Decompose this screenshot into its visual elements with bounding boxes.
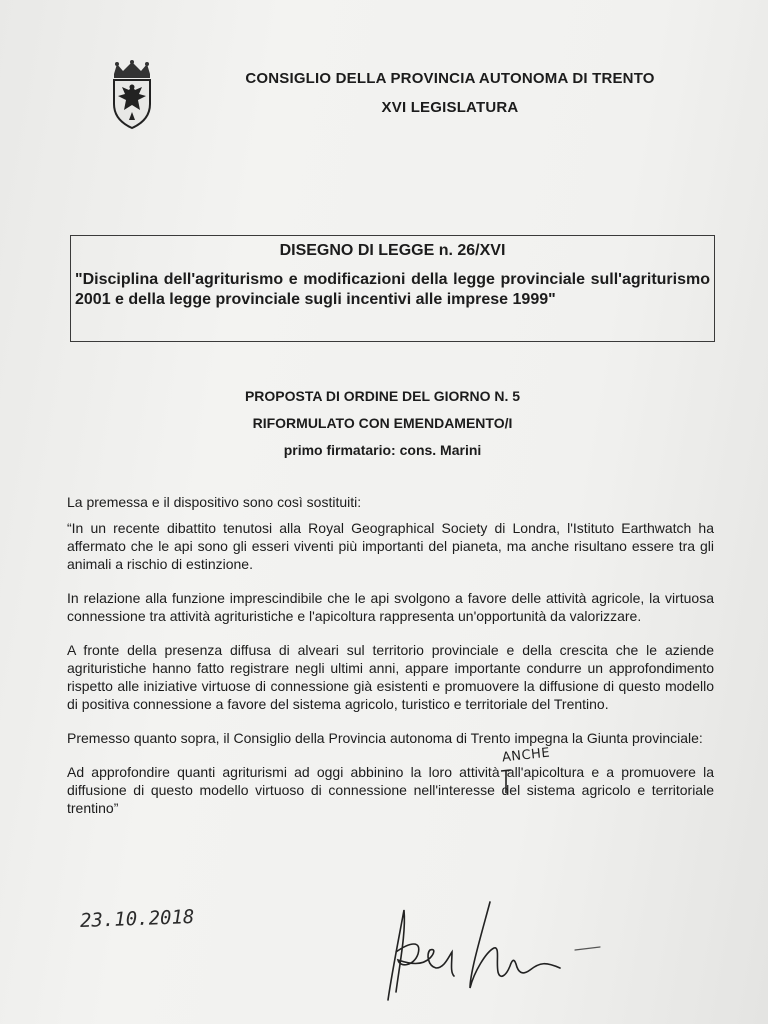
proposal-signatory: primo firmatario: cons. Marini xyxy=(283,442,482,458)
proposal-title: PROPOSTA DI ORDINE DEL GIORNO N. 5 xyxy=(244,388,521,404)
paragraph-5-end: all'apicoltura e a promuovere la diffusione di questo modello virtuoso di connessione nell'interesse del sistema agricolo e territoriale trentino” xyxy=(67,764,714,816)
council-name: CONSIGLIO DELLA PROVINCIA AUTONOMA DI TRENTO xyxy=(245,70,655,87)
paragraph-4: Premesso quanto sopra, il Consiglio della Provincia autonoma di Trento impegna la Giunta provinciale: xyxy=(67,730,703,746)
paragraph-3: A fronte della presenza diffusa di alveari sul territorio provinciale e della crescita che le aziende agrituristiche hanno fatto registrare negli ultimi anni, appare importante condurre un approfondimento rispetto alle iniziative virtuose di connessione già esistenti e promuovere la diffusione di questo modello di positiva connessione a favore del sistema agricolo, turistico e territoriale del Trentino. xyxy=(67,642,714,712)
document-header xyxy=(190,70,710,116)
eagle-crest-icon xyxy=(108,60,156,130)
body-text xyxy=(67,493,714,833)
insertion-caret-icon xyxy=(500,769,512,795)
proposal-block xyxy=(70,388,695,469)
bill-box xyxy=(70,235,715,342)
handwritten-date: 23.10.2018 xyxy=(79,906,195,932)
handwritten-anche: ANCHE xyxy=(501,745,551,766)
legislature-label: XVI LEGISLATURA xyxy=(381,99,519,116)
paragraph-1: “In un recente dibattito tenutosi alla Royal Geographical Society di Londra, l'Istituto Earthwatch ha affermato che le api sono gli esseri viventi più importanti del pianeta, ma anche risultano essere tra gli animali a rischio di estinzione. xyxy=(67,520,714,572)
bill-subtitle: "Disciplina dell'agriturismo e modificazioni della legge provinciale sull'agriturismo 2001 e della legge provinciale sugli incentivi alle imprese 1999" xyxy=(75,271,710,308)
bill-title: DISEGNO DI LEGGE n. 26/XVI xyxy=(279,242,506,259)
handwritten-signature xyxy=(370,892,620,1007)
intro-paragraph: La premessa e il dispositivo sono così sostituiti: xyxy=(67,494,362,510)
paragraph-2: In relazione alla funzione imprescindibile che le api svolgono a favore delle attività agricole, la virtuosa connessione tra attività agrituristiche e l'apicoltura rappresenta un'opportunità da valorizzare. xyxy=(67,590,714,624)
proposal-status: RIFORMULATO CON EMENDAMENTO/I xyxy=(252,415,513,431)
paragraph-5-start: Ad approfondire quanti agriturismi ad oggi abbinino la loro attività xyxy=(67,764,507,780)
paragraph-5 xyxy=(67,745,714,817)
